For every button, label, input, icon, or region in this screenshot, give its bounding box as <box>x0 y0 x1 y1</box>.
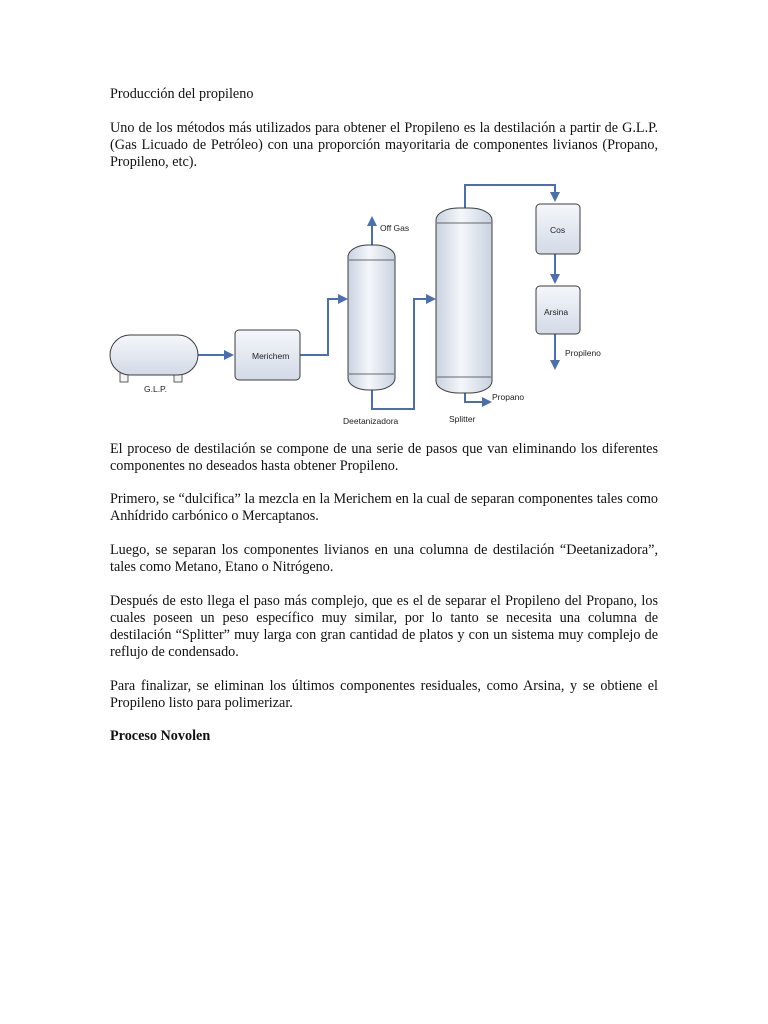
paragraph-arsina: Para finalizar, se eliminan los últimos componentes residuales, como Arsina, y se obtiene el Propileno listo para polimerizar. <box>110 678 658 711</box>
glp-tank <box>110 335 198 382</box>
deetanizadora-column <box>348 245 395 390</box>
paragraph-merichem: Primero, se “dulcifica” la mezcla en la Merichem en la cual de separan componentes tales como Anhídrido carbónico o Mercaptanos. <box>110 491 658 524</box>
paragraph-process: El proceso de destilación se compone de una serie de pasos que van eliminando los diferentes componentes no deseados hasta obtener Propileno. <box>110 441 658 474</box>
intro-paragraph: Uno de los métodos más utilizados para obtener el Propileno es la destilación a partir de G.L.P. (Gas Licuado de Petróleo) con una proporción mayoritaria de componentes livianos (Propano, Propileno, etc). <box>110 120 658 170</box>
section-heading-novolen: Proceso Novolen <box>110 728 211 744</box>
propano-label: Propano <box>492 392 525 402</box>
paragraph-deetanizadora: Luego, se separan los componentes livianos en una columna de destilación “Deetanizadora”, tales como Metano, Etano o Nitrógeno. <box>110 542 658 575</box>
paragraph-splitter: Después de esto llega el paso más complejo, que es el de separar el Propileno del Propano, los cuales poseen un peso específico muy similar, por lo tanto se necesita una columna de destilación “Splitter” muy larga con gran cantidad de platos y con un sistema muy complejo de reflujo de condensado. <box>110 593 658 660</box>
process-flow-diagram <box>100 178 620 430</box>
splitter-column <box>436 208 492 393</box>
arsina-label: Arsina <box>544 307 569 317</box>
deetanizadora-label: Deetanizadora <box>343 416 399 426</box>
pipe-merichem-to-deetanizadora <box>300 299 346 355</box>
cos-label: Cos <box>550 225 566 235</box>
glp-label: G.L.P. <box>144 384 167 394</box>
off-gas-label: Off Gas <box>380 223 410 233</box>
merichem-label: Merichem <box>252 351 290 361</box>
section-title: Producción del propileno <box>110 86 254 102</box>
pipe-propano-out <box>465 393 490 402</box>
splitter-label: Splitter <box>449 414 476 424</box>
propileno-label: Propileno <box>565 348 601 358</box>
